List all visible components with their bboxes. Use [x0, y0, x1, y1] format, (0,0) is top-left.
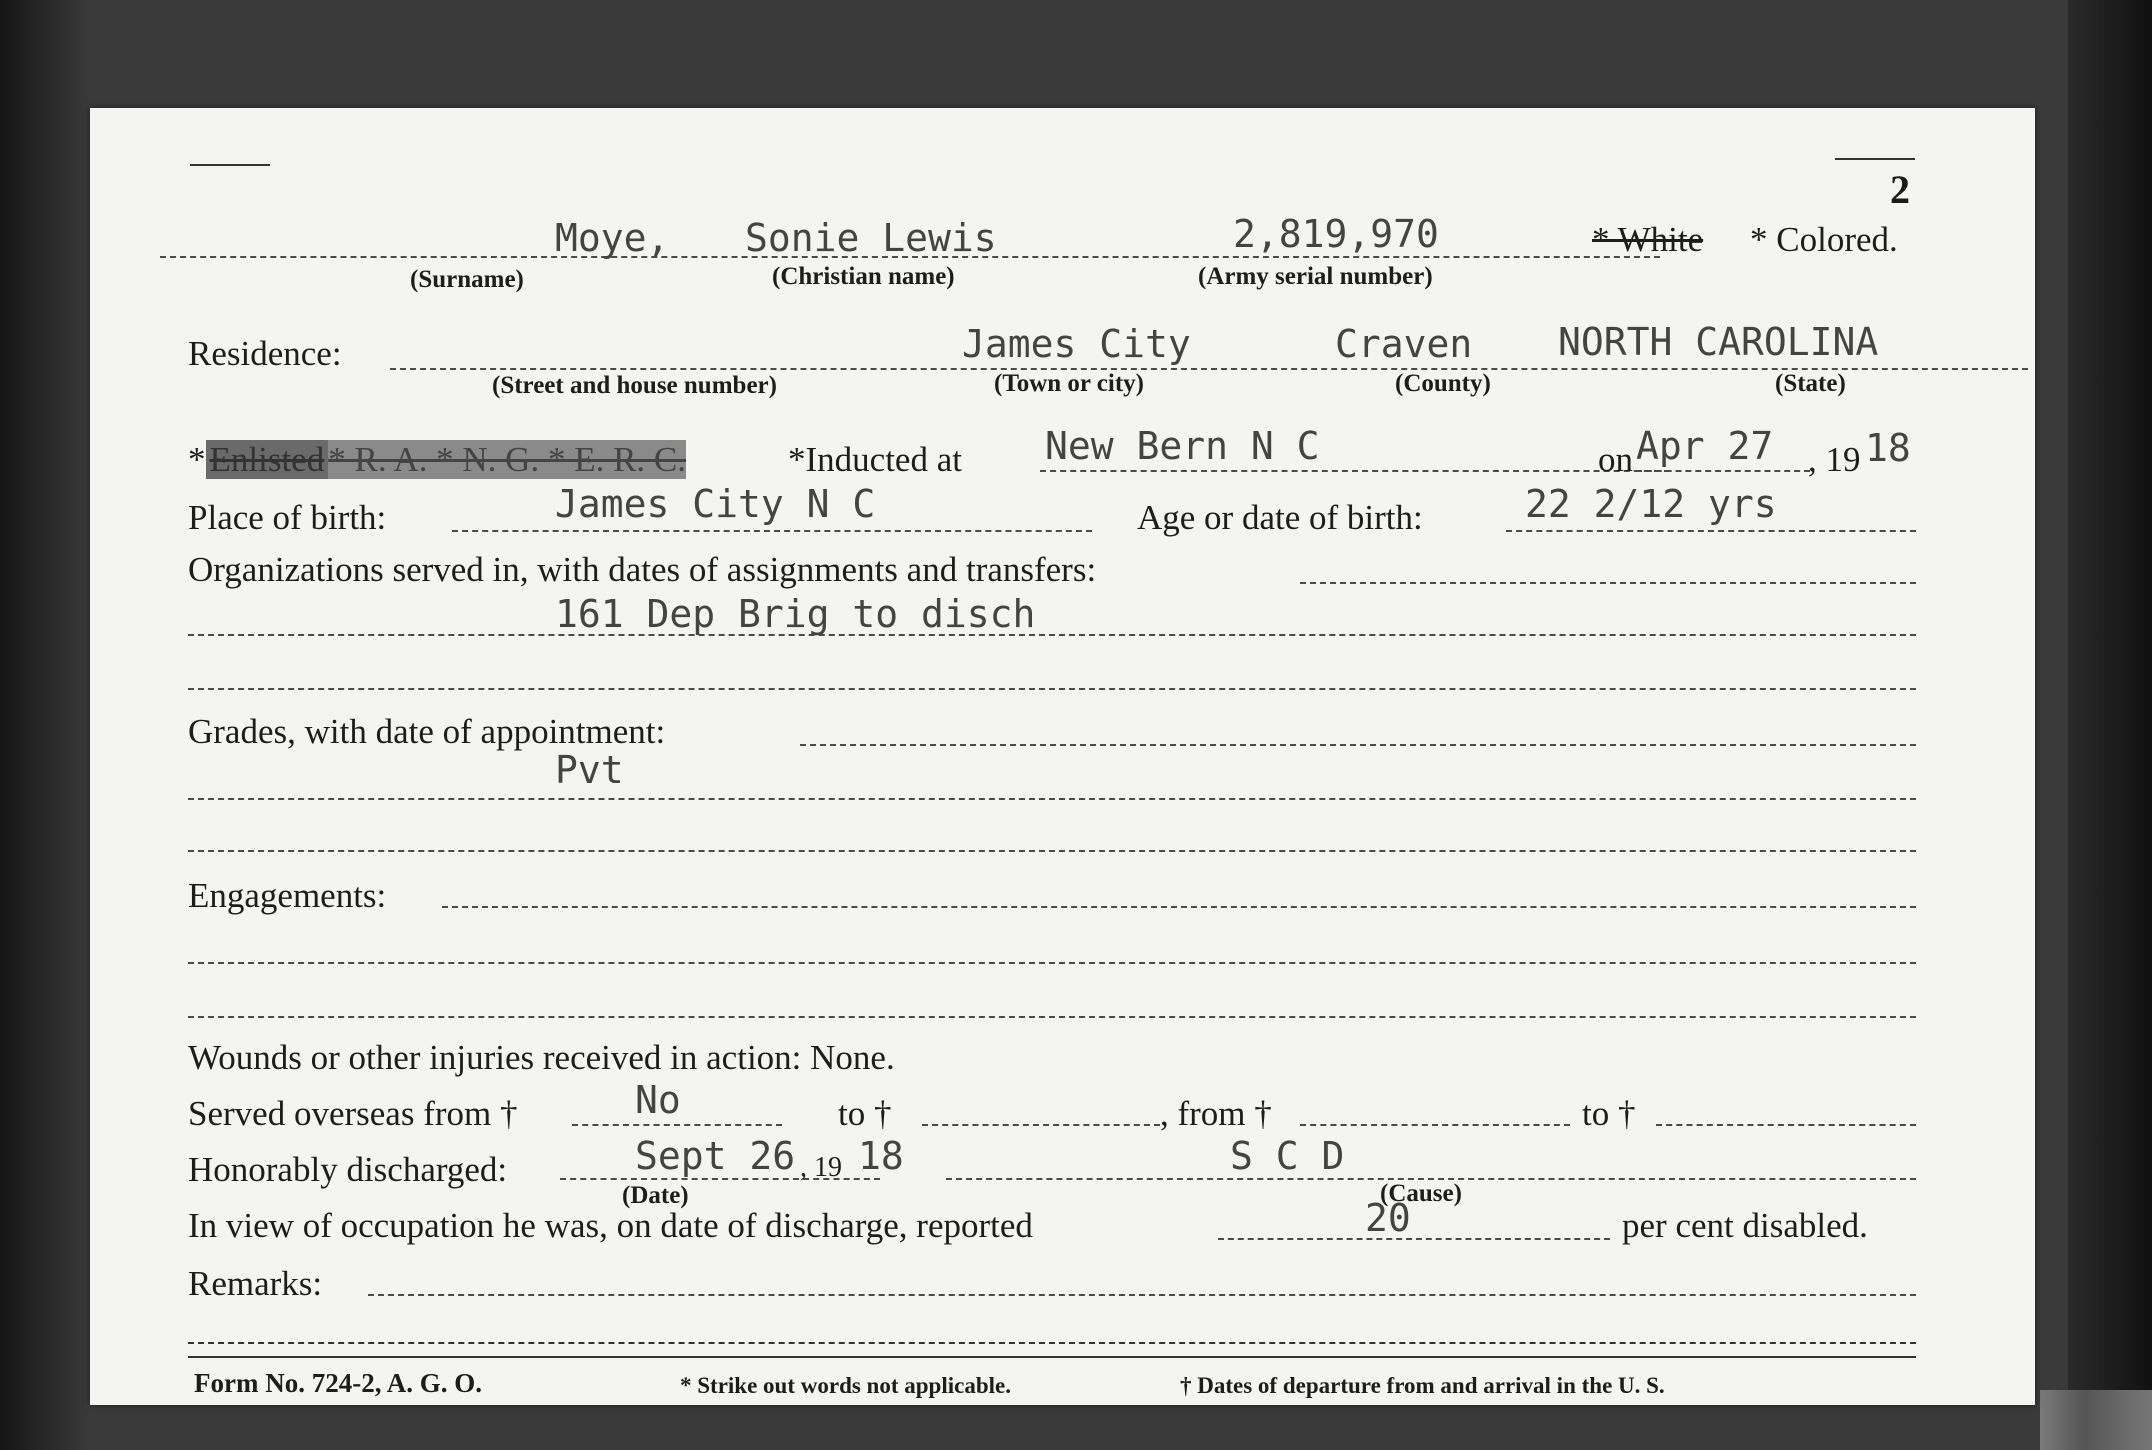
inducted-date: Apr 27: [1636, 424, 1774, 468]
organizations-line-2: [188, 634, 1916, 636]
engagements-line-3: [188, 1016, 1916, 1018]
race-colored-option: * Colored.: [1750, 220, 1898, 259]
surname-caption: (Surname): [410, 266, 524, 293]
discharge-cause-caption: (Cause): [1380, 1180, 1462, 1207]
discharge-date-caption: (Date): [622, 1182, 689, 1209]
race-white-option: * White: [1592, 220, 1704, 259]
wounds-value: None.: [810, 1038, 895, 1077]
overseas-to2-line: [1656, 1124, 1916, 1126]
inducted-label: *Inducted at: [788, 440, 962, 479]
residence-state: NORTH CAROLINA: [1558, 320, 1879, 364]
wounds-label: Wounds or other injuries received in action:: [188, 1038, 802, 1077]
residence-town: James City: [962, 322, 1191, 366]
disability-line: [1218, 1238, 1610, 1240]
grades-label: Grades, with date of appointment:: [188, 712, 666, 751]
overseas-from2-label: , from †: [1160, 1094, 1272, 1133]
birth-place-label: Place of birth:: [188, 498, 387, 537]
organizations-value: 161 Dep Brig to disch: [555, 592, 1036, 636]
organizations-label: Organizations served in, with dates of assignments and transfers:: [188, 550, 1097, 589]
age-line: [1506, 530, 1916, 532]
enlistment-asterisk: *: [188, 440, 206, 479]
discharge-date: Sept 26: [635, 1134, 796, 1178]
overseas-from2-line: [1300, 1124, 1570, 1126]
birth-place-line: [452, 530, 1092, 532]
footer-note-dates: † Dates of departure from and arrival in the U. S.: [1180, 1373, 1665, 1398]
remarks-line-1: [368, 1294, 1916, 1296]
street-caption: (Street and house number): [492, 372, 777, 399]
remarks-line-2: [188, 1342, 1916, 1344]
enlistment-type: [188, 440, 686, 480]
grades-line-2: [188, 798, 1916, 800]
footer-rule: [188, 1356, 1916, 1358]
state-caption: (State): [1775, 370, 1846, 397]
residence-county: Craven: [1335, 322, 1473, 366]
card-number: 2: [1890, 167, 1910, 212]
wounds-line: [188, 1038, 895, 1078]
disability-suffix: per cent disabled.: [1622, 1206, 1868, 1245]
overseas-label: Served overseas from †: [188, 1094, 518, 1133]
discharge-cause: S C D: [1230, 1134, 1345, 1178]
top-left-rule: [190, 164, 270, 166]
engagements-label: Engagements:: [188, 876, 387, 915]
overseas-from-line: [572, 1124, 782, 1126]
organizations-line-3: [188, 688, 1916, 690]
form-number: Form No. 724-2, A. G. O.: [194, 1368, 482, 1398]
surname-value: Moye,: [555, 216, 670, 260]
engagements-line-2: [188, 962, 1916, 964]
residence-label: Residence:: [188, 334, 342, 373]
overseas-from-value: No: [635, 1078, 681, 1122]
enlisted-struck: Enlisted: [206, 440, 329, 479]
overseas-to-line: [922, 1124, 1160, 1126]
scan-corner-shadow: [2040, 1390, 2152, 1450]
serial-number-value: 2,819,970: [1233, 212, 1439, 256]
discharge-year-prefix: , 19: [800, 1152, 842, 1183]
scan-left-edge: [0, 0, 92, 1450]
service-record-card: [90, 108, 2035, 1405]
inducted-place: New Bern N C: [1045, 424, 1320, 468]
inducted-year-prefix: , 19: [1808, 440, 1861, 479]
christian-caption: (Christian name): [772, 263, 955, 290]
overseas-to2-label: to †: [1582, 1094, 1636, 1133]
footer-note-strike: * Strike out words not applicable.: [680, 1373, 1011, 1398]
remarks-label: Remarks:: [188, 1264, 323, 1303]
town-caption: (Town or city): [994, 370, 1144, 397]
discharge-label: Honorably discharged:: [188, 1150, 508, 1189]
county-caption: (County): [1395, 370, 1491, 397]
serial-caption: (Army serial number): [1198, 263, 1433, 290]
inducted-on-label: on: [1598, 440, 1633, 479]
age-label: Age or date of birth:: [1137, 498, 1423, 537]
organizations-line-1: [1300, 582, 1916, 584]
grades-line-1: [800, 744, 1916, 746]
engagements-line-1: [442, 906, 1916, 908]
other-types-struck: * R. A. * N. G. * E. R. C.: [328, 440, 687, 479]
scan-right-edge: [2068, 0, 2152, 1450]
christian-name-value: Sonie Lewis: [745, 216, 997, 260]
inducted-year: 18: [1865, 426, 1911, 470]
age-value: 22 2/12 yrs: [1525, 482, 1777, 526]
grades-line-3: [188, 850, 1916, 852]
birth-place-value: James City N C: [555, 482, 876, 526]
grades-value: Pvt: [555, 748, 624, 792]
disability-label: In view of occupation he was, on date of discharge, reported: [188, 1206, 1033, 1245]
discharge-year: 18: [858, 1134, 904, 1178]
inducted-date-line: [1636, 470, 1810, 472]
overseas-to-label: to †: [838, 1094, 892, 1133]
top-right-rule: [1835, 158, 1915, 160]
inducted-line: [1040, 470, 1670, 472]
disability-percent: 20: [1365, 1196, 1411, 1240]
